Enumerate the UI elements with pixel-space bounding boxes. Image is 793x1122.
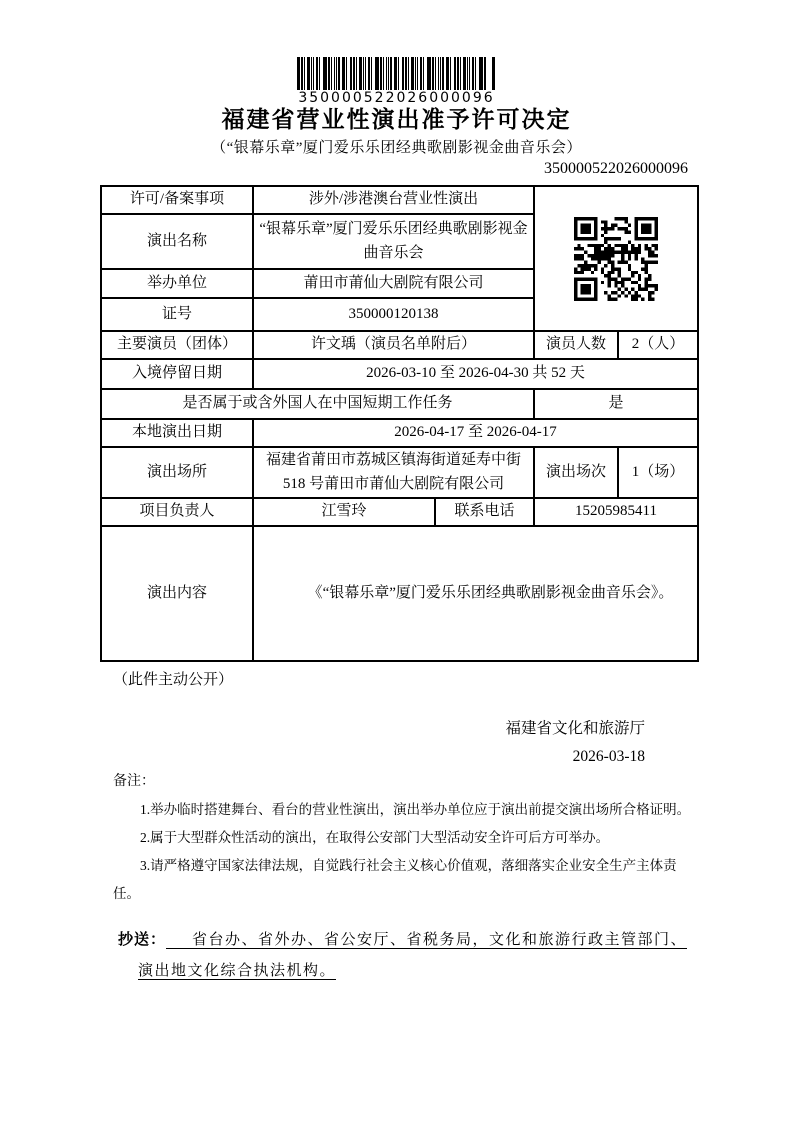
barcode-block — [0, 57, 793, 106]
cc-value: 省台办、省外办、省公安厅、省税务局，文化和旅游行政主管部门、演出地文化综合执法机构。 — [138, 932, 688, 979]
cert-number-value: 350000120138 — [253, 298, 534, 331]
phone-value: 15205985411 — [534, 498, 698, 526]
main-performers-label: 主要演员（团体） — [101, 331, 253, 359]
project-manager-label: 项目负责人 — [101, 498, 253, 526]
phone-label: 联系电话 — [435, 498, 534, 526]
cc-section — [118, 925, 700, 987]
qr-code-cell — [534, 186, 698, 331]
table-row — [101, 186, 698, 214]
foreigner-question-label: 是否属于或含外国人在中国短期工作任务 — [101, 389, 534, 419]
foreigner-question-value: 是 — [534, 389, 698, 419]
content-value: 《“银幕乐章”厦门爱乐乐团经典歌剧影视金曲音乐会》。 — [253, 526, 698, 661]
permit-item-label: 许可/备案事项 — [101, 186, 253, 214]
organizer-label: 举办单位 — [101, 269, 253, 298]
table-row — [101, 389, 698, 419]
remarks-label: 备注： — [113, 774, 155, 789]
venue-label: 演出场所 — [101, 447, 253, 498]
document-title: 福建省营业性演出准予许可决定 — [221, 107, 572, 132]
issuer-block — [505, 718, 645, 768]
remark-item-2: 2.属于大型群众性活动的演出，在取得公安部门大型活动安全许可后方可举办。 — [140, 830, 610, 845]
document-number: 350000522026000096 — [544, 160, 688, 177]
sessions-value: 1（场） — [618, 447, 698, 498]
remarks-section — [113, 768, 693, 908]
project-manager-value: 江雪玲 — [253, 498, 435, 526]
table-row — [101, 526, 698, 661]
permit-details-table — [100, 185, 699, 662]
public-disclosure-note: （此件主动公开） — [113, 672, 234, 688]
local-dates-value: 2026-04-17 至 2026-04-17 — [253, 419, 698, 447]
cc-label: 抄送： — [118, 932, 167, 948]
remark-item-3: 3.请严格遵守国家法律法规，自觉践行社会主义核心价值观，落细落实企业安全生产主体责任。 — [113, 858, 677, 901]
entry-stay-value: 2026-03-10 至 2026-04-30 共 52 天 — [253, 359, 698, 389]
barcode-icon — [297, 57, 497, 90]
table-row — [101, 447, 698, 498]
permit-item-value: 涉外/涉港澳台营业性演出 — [253, 186, 534, 214]
main-performers-value: 许文瑀（演员名单附后） — [253, 331, 534, 359]
qr-code-icon — [574, 217, 658, 301]
content-label: 演出内容 — [101, 526, 253, 661]
table-row — [101, 498, 698, 526]
table-row — [101, 419, 698, 447]
barcode-number: 350000522026000096 — [298, 90, 495, 106]
issue-date: 2026-03-18 — [572, 748, 645, 765]
performer-count-value: 2（人） — [618, 331, 698, 359]
local-dates-label: 本地演出日期 — [101, 419, 253, 447]
performance-name-value: “银幕乐章”厦门爱乐乐团经典歌剧影视金曲音乐会 — [253, 214, 534, 269]
remark-item-1: 1.举办临时搭建舞台、看台的营业性演出，演出举办单位应于演出前提交演出场所合格证明。 — [140, 802, 691, 817]
performance-name-label: 演出名称 — [101, 214, 253, 269]
cert-number-label: 证号 — [101, 298, 253, 331]
entry-stay-label: 入境停留日期 — [101, 359, 253, 389]
table-row — [101, 331, 698, 359]
table-row — [101, 359, 698, 389]
venue-value: 福建省莆田市荔城区镇海街道延寿中街 518 号莆田市莆仙大剧院有限公司 — [253, 447, 534, 498]
sessions-label: 演出场次 — [534, 447, 618, 498]
organizer-value: 莆田市莆仙大剧院有限公司 — [253, 269, 534, 298]
issuer-name: 福建省文化和旅游厅 — [505, 720, 645, 737]
document-subtitle: （“银幕乐章”厦门爱乐乐团经典歌剧影视金曲音乐会） — [211, 140, 582, 156]
performer-count-label: 演员人数 — [534, 331, 618, 359]
